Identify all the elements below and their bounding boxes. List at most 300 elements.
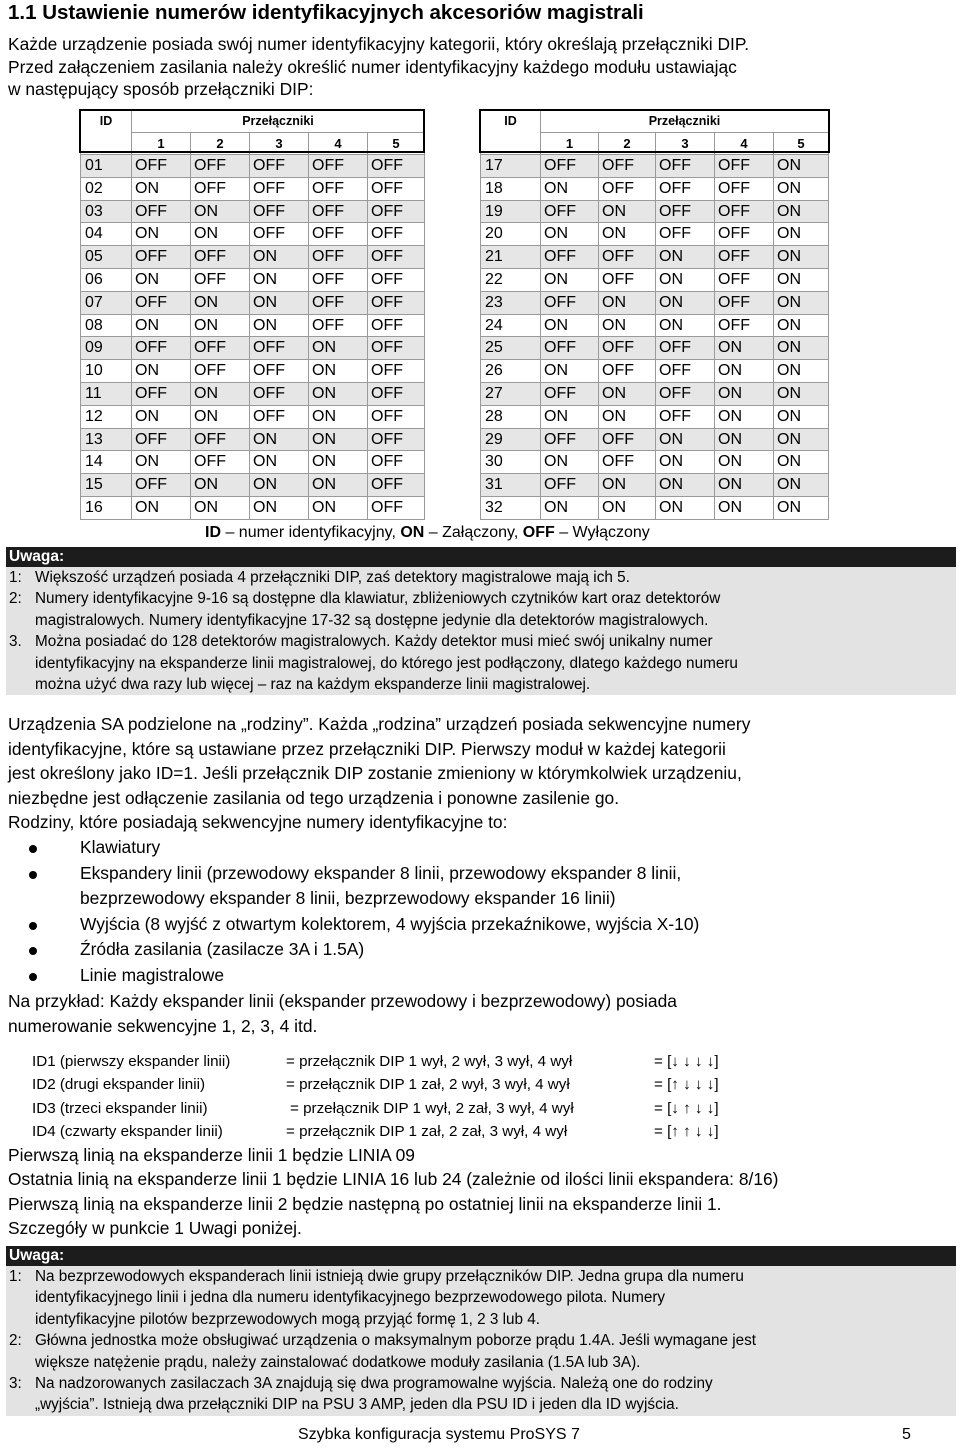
table-row	[481, 405, 829, 428]
switch-state-cell: ON	[656, 474, 715, 497]
table-row	[481, 155, 829, 178]
table-row	[481, 268, 829, 291]
table-row	[81, 360, 425, 383]
switch-state-cell: OFF	[132, 474, 191, 497]
switch-state-cell: ON	[774, 405, 829, 428]
switch-state-cell: OFF	[715, 155, 774, 178]
switch-state-cell: OFF	[599, 177, 656, 200]
switch-state-cell: OFF	[599, 268, 656, 291]
switch-state-cell: OFF	[132, 382, 191, 405]
id-cell: 07	[81, 291, 132, 314]
switch-state-cell: OFF	[541, 337, 599, 360]
switch-state-cell: OFF	[368, 496, 425, 519]
id-cell: 17	[481, 155, 541, 178]
switch-state-cell: ON	[715, 405, 774, 428]
switch-state-cell: OFF	[191, 177, 250, 200]
switch-state-cell: ON	[541, 496, 599, 519]
id-cell: 22	[481, 268, 541, 291]
switch-state-cell: OFF	[191, 155, 250, 178]
switch-state-cell: OFF	[368, 246, 425, 269]
note-line: identyfikacyjne pilotów bezprzewodowych mogą przyjąć formę 1, 2 3 lub 4.	[35, 1310, 541, 1328]
switch-state-cell: ON	[599, 405, 656, 428]
switch-state-cell: ON	[774, 200, 829, 223]
legend-on-text: – Załączony,	[424, 524, 523, 541]
legend-off-text: – Wyłączony	[554, 524, 650, 541]
note-line: można użyć dwa razy lub więcej – raz na każdym ekspanderze linii magistralowej.	[35, 676, 591, 694]
intro-text	[8, 33, 749, 101]
id-cell: 04	[81, 223, 132, 246]
page-number: 5	[902, 1426, 911, 1443]
switch-state-cell: ON	[191, 474, 250, 497]
switch-state-cell: OFF	[250, 200, 309, 223]
switch-state-cell: ON	[191, 223, 250, 246]
list-item	[8, 835, 699, 861]
switch-state-cell: ON	[309, 474, 368, 497]
families-line: identyfikacyjne, które są ustawiane przez przełączniki DIP. Pierwszy moduł w każdej kategorii	[8, 738, 726, 759]
switch-state-cell: ON	[599, 474, 656, 497]
after-line: Ostatnia linią na ekspanderze linii 1 będzie LINIA 16 lub 24 (zależnie od ilości linii ekspandera: 8/16)	[8, 1169, 779, 1190]
id-cell: 19	[481, 200, 541, 223]
switch-state-cell: OFF	[250, 223, 309, 246]
table-row	[81, 337, 425, 360]
note-number: 2:	[9, 1332, 22, 1350]
table-row	[81, 200, 425, 223]
families-line: niezbędne jest odłączenie zasilania od tego urządzenia i ponowne zasilenie go.	[8, 787, 620, 808]
switch-number: 5	[774, 133, 829, 155]
note-line: identyfikacyjny na ekspanderze linii magistralowej, do którego jest podłączony, dlatego każdego numeru	[35, 654, 738, 672]
switch-state-cell: OFF	[250, 155, 309, 178]
switch-state-cell: OFF	[656, 200, 715, 223]
switch-state-cell: ON	[656, 314, 715, 337]
note-line: Główna jednostka może obsługiwać urządzenia o maksymalnym poborze prądu 1.4A. Jeśli wymagane jest	[35, 1332, 757, 1350]
list-item	[8, 937, 699, 963]
switch-state-cell: OFF	[368, 451, 425, 474]
switch-state-cell: ON	[656, 246, 715, 269]
switch-state-cell: OFF	[132, 246, 191, 269]
switch-state-cell: ON	[309, 405, 368, 428]
switch-state-cell: OFF	[309, 223, 368, 246]
example-line: Na przykład: Każdy ekspander linii (ekspander przewodowy i bezprzewodowy) posiada	[8, 991, 677, 1011]
switch-state-cell: OFF	[656, 177, 715, 200]
id-cell: 01	[81, 155, 132, 178]
note-number: 1:	[9, 1268, 22, 1285]
switch-state-cell: OFF	[715, 246, 774, 269]
switch-state-cell: OFF	[368, 314, 425, 337]
switch-state-cell: ON	[541, 314, 599, 337]
switch-state-cell: ON	[656, 451, 715, 474]
note-line: identyfikacyjnego linii i jedna dla numeru identyfikacyjnego bezprzewodowego pilota. Numery	[35, 1289, 666, 1307]
id-example-arrows: = [↓ ↑ ↓ ↓]	[654, 1099, 719, 1117]
switch-state-cell: ON	[191, 291, 250, 314]
table-legend	[205, 522, 650, 544]
switch-state-cell: OFF	[715, 268, 774, 291]
switch-state-cell: OFF	[250, 382, 309, 405]
list-item-line: Wyjścia (8 wyjść z otwartym kolektorem, 4 wyjścia przekaźnikowe, wyjścia X-10)	[80, 913, 700, 934]
id-cell: 32	[481, 496, 541, 519]
switch-state-cell: OFF	[715, 200, 774, 223]
note-body	[6, 1266, 956, 1416]
switch-state-cell: ON	[309, 496, 368, 519]
id-cell: 31	[481, 474, 541, 497]
id-cell: 06	[81, 268, 132, 291]
switch-state-cell: OFF	[191, 360, 250, 383]
switch-state-cell: ON	[191, 382, 250, 405]
switch-state-cell: ON	[541, 451, 599, 474]
switch-state-cell: ON	[309, 451, 368, 474]
switch-state-cell: OFF	[656, 360, 715, 383]
switch-state-cell: ON	[250, 496, 309, 519]
switch-state-cell: OFF	[309, 268, 368, 291]
switch-state-cell: OFF	[599, 155, 656, 178]
switch-state-cell: ON	[191, 200, 250, 223]
id-example-arrows: = [↑ ↓ ↓ ↓]	[654, 1076, 719, 1094]
id-cell: 12	[81, 405, 132, 428]
families-text	[8, 712, 750, 835]
switch-state-cell: OFF	[368, 200, 425, 223]
switch-state-cell: ON	[250, 268, 309, 291]
table-row	[81, 382, 425, 405]
switch-state-cell: ON	[309, 382, 368, 405]
id-cell: 18	[481, 177, 541, 200]
switch-state-cell: OFF	[715, 223, 774, 246]
note-item	[6, 1373, 956, 1416]
id-cell: 26	[481, 360, 541, 383]
switch-state-cell: ON	[541, 405, 599, 428]
note-body	[6, 567, 956, 695]
switch-state-cell: ON	[715, 337, 774, 360]
switch-state-cell: OFF	[656, 405, 715, 428]
footer-title: Szybka konfiguracja systemu ProSYS 7	[298, 1426, 580, 1443]
switch-state-cell: OFF	[368, 360, 425, 383]
switch-state-cell: ON	[599, 382, 656, 405]
bullet-icon	[29, 922, 37, 930]
dip-table-right	[480, 110, 829, 520]
switch-state-cell: OFF	[368, 155, 425, 178]
list-item	[8, 912, 699, 938]
switch-state-cell: OFF	[132, 200, 191, 223]
note-line: większe natężenie prądu, należy zainstalować dodatkowe moduły zasilania (1.5A lub 3A).	[35, 1353, 641, 1371]
table-row	[81, 177, 425, 200]
switch-state-cell: OFF	[368, 405, 425, 428]
legend-id-text: – numer identyfikacyjny,	[221, 524, 401, 541]
note-number: 2:	[9, 590, 22, 608]
switch-state-cell: OFF	[191, 246, 250, 269]
switch-state-cell: ON	[132, 177, 191, 200]
note-number: 3:	[9, 1375, 22, 1393]
note-line: „wyjścia”. Istnieją dwa przełączniki DIP na PSU 3 AMP, jeden dla PSU ID i jeden dla ID wyjścia.	[35, 1396, 679, 1414]
legend-off-key: OFF	[522, 524, 555, 541]
switches-header: Przełączniki	[132, 111, 425, 133]
switch-state-cell: OFF	[599, 337, 656, 360]
id-example-label: ID4 (czwarty ekspander linii)	[32, 1122, 223, 1140]
switch-state-cell: OFF	[368, 177, 425, 200]
switch-state-cell: OFF	[250, 177, 309, 200]
intro-line: w następujący sposób przełączniki DIP:	[8, 79, 314, 99]
switch-state-cell: ON	[599, 291, 656, 314]
switch-state-cell: ON	[774, 155, 829, 178]
switch-state-cell: OFF	[368, 337, 425, 360]
switch-state-cell: ON	[774, 177, 829, 200]
id-cell: 09	[81, 337, 132, 360]
after-line: Pierwszą linią na ekspanderze linii 2 będzie następną po ostatniej linii na ekspanderze linii 1.	[8, 1193, 722, 1214]
switch-state-cell: OFF	[309, 200, 368, 223]
switch-state-cell: ON	[774, 382, 829, 405]
switch-state-cell: OFF	[715, 177, 774, 200]
switch-state-cell: ON	[250, 451, 309, 474]
switch-state-cell: OFF	[132, 428, 191, 451]
switch-state-cell: ON	[774, 246, 829, 269]
switch-state-cell: OFF	[368, 223, 425, 246]
note-header: Uwaga:	[6, 547, 956, 567]
table-row	[81, 223, 425, 246]
switch-state-cell: ON	[309, 360, 368, 383]
switch-state-cell: ON	[132, 405, 191, 428]
switch-state-cell: OFF	[191, 337, 250, 360]
switch-state-cell: ON	[250, 314, 309, 337]
note-line: magistralowych. Numery identyfikacyjne 17-32 są dostępne jedynie dla detektorów magistralowych.	[35, 611, 709, 629]
switch-state-cell: OFF	[191, 268, 250, 291]
families-list	[8, 835, 699, 988]
table-row	[481, 223, 829, 246]
table-row	[481, 177, 829, 200]
bullet-icon	[29, 845, 37, 853]
switch-state-cell: ON	[774, 496, 829, 519]
switch-state-cell: ON	[309, 428, 368, 451]
switch-state-cell: ON	[774, 474, 829, 497]
table-row	[481, 314, 829, 337]
table-row	[481, 474, 829, 497]
section-title: 1.1 Ustawienie numerów identyfikacyjnych akcesoriów magistrali	[8, 1, 644, 24]
table-row	[81, 314, 425, 337]
table-row	[81, 268, 425, 291]
note-number: 1:	[9, 569, 22, 586]
switch-state-cell: ON	[132, 314, 191, 337]
switch-state-cell: OFF	[191, 451, 250, 474]
id-cell: 24	[481, 314, 541, 337]
intro-line: Przed załączeniem zasilania należy określić numer identyfikacyjny każdego modułu ustawiając	[8, 56, 737, 77]
switch-state-cell: ON	[309, 337, 368, 360]
switch-state-cell: ON	[541, 177, 599, 200]
id-cell: 29	[481, 428, 541, 451]
note-item	[6, 631, 956, 695]
switch-state-cell: ON	[132, 360, 191, 383]
table-row	[81, 246, 425, 269]
switch-state-cell: ON	[132, 223, 191, 246]
dip-table-left	[80, 110, 425, 520]
table-row	[481, 360, 829, 383]
list-item	[8, 963, 699, 989]
switch-state-cell: ON	[191, 314, 250, 337]
after-line: Pierwszą linią na ekspanderze linii 1 będzie LINIA 09	[8, 1145, 415, 1165]
switch-state-cell: OFF	[368, 291, 425, 314]
table-row	[81, 155, 425, 178]
note-item	[6, 588, 956, 631]
switch-number: 3	[250, 133, 309, 155]
switch-state-cell: ON	[774, 337, 829, 360]
switch-state-cell: OFF	[656, 155, 715, 178]
switch-state-cell: OFF	[541, 246, 599, 269]
switch-state-cell: OFF	[599, 451, 656, 474]
table-row	[81, 496, 425, 519]
switch-state-cell: ON	[774, 314, 829, 337]
families-line: Urządzenia SA podzielone na „rodziny”. Każda „rodzina” urządzeń posiada sekwencyjne numery	[8, 714, 751, 734]
switch-state-cell: ON	[656, 496, 715, 519]
switch-state-cell: OFF	[656, 382, 715, 405]
table-row	[481, 451, 829, 474]
switch-state-cell: ON	[541, 268, 599, 291]
id-cell: 10	[81, 360, 132, 383]
switch-state-cell: ON	[541, 223, 599, 246]
switch-state-cell: ON	[250, 428, 309, 451]
bullet-icon	[29, 871, 37, 879]
switch-state-cell: ON	[541, 360, 599, 383]
switch-state-cell: OFF	[656, 223, 715, 246]
id-cell: 05	[81, 246, 132, 269]
id-cell: 23	[481, 291, 541, 314]
list-item-line: Ekspandery linii (przewodowy ekspander 8 linii, przewodowy ekspander 8 linii,	[80, 862, 682, 883]
switches-header: Przełączniki	[541, 111, 829, 133]
id-column-header: ID	[81, 111, 132, 155]
id-example-setting: = przełącznik DIP 1 zał, 2 wył, 3 wył, 4 wył	[286, 1076, 570, 1094]
table-row	[481, 337, 829, 360]
switch-state-cell: ON	[250, 291, 309, 314]
switch-state-cell: OFF	[132, 291, 191, 314]
switch-state-cell: OFF	[368, 474, 425, 497]
switch-state-cell: OFF	[309, 314, 368, 337]
table-row	[81, 474, 425, 497]
switch-number: 2	[191, 133, 250, 155]
switch-state-cell: ON	[715, 428, 774, 451]
id-cell: 15	[81, 474, 132, 497]
id-example-label: ID2 (drugi ekspander linii)	[32, 1076, 206, 1094]
switch-state-cell: ON	[250, 246, 309, 269]
switch-state-cell: ON	[774, 428, 829, 451]
switch-state-cell: OFF	[541, 155, 599, 178]
id-cell: 25	[481, 337, 541, 360]
switch-state-cell: OFF	[599, 360, 656, 383]
switch-state-cell: ON	[599, 496, 656, 519]
switch-state-cell: OFF	[132, 337, 191, 360]
legend-on-key: ON	[400, 524, 425, 541]
switch-number: 2	[599, 133, 656, 155]
switch-number: 1	[132, 133, 191, 155]
after-text	[8, 1143, 778, 1240]
list-item-line: Klawiatury	[80, 837, 161, 857]
switch-state-cell: OFF	[309, 177, 368, 200]
switch-state-cell: ON	[191, 496, 250, 519]
switch-state-cell: ON	[774, 268, 829, 291]
switch-state-cell: ON	[250, 474, 309, 497]
table-row	[81, 405, 425, 428]
note-item	[6, 1330, 956, 1373]
table-row	[481, 200, 829, 223]
switch-state-cell: ON	[599, 223, 656, 246]
switch-state-cell: OFF	[368, 428, 425, 451]
families-line: Rodziny, które posiadają sekwencyjne numery identyfikacyjne to:	[8, 812, 508, 833]
note-header: Uwaga:	[6, 1246, 956, 1266]
switch-number: 3	[656, 133, 715, 155]
list-item-line: Linie magistralowe	[80, 964, 225, 985]
switch-state-cell: ON	[599, 200, 656, 223]
example-text	[8, 989, 677, 1039]
switch-state-cell: ON	[715, 474, 774, 497]
note-item	[6, 567, 956, 588]
id-cell: 30	[481, 451, 541, 474]
switch-state-cell: ON	[715, 360, 774, 383]
switch-state-cell: OFF	[309, 291, 368, 314]
switch-state-cell: ON	[715, 496, 774, 519]
switch-state-cell: OFF	[599, 246, 656, 269]
id-cell: 13	[81, 428, 132, 451]
switch-state-cell: OFF	[368, 382, 425, 405]
table-row	[481, 496, 829, 519]
note-line: Większość urządzeń posiada 4 przełączniki DIP, zaś detektory magistralowe mają ich 5.	[35, 569, 630, 586]
switch-number: 4	[715, 133, 774, 155]
note-line: Na nadzorowanych zasilaczach 3A znajdują się dwa programowalne wyjścia. Należą one do rodziny	[35, 1375, 713, 1393]
switch-state-cell: ON	[132, 451, 191, 474]
id-cell: 14	[81, 451, 132, 474]
table-row	[481, 246, 829, 269]
id-cell: 20	[481, 223, 541, 246]
switch-state-cell: ON	[774, 360, 829, 383]
switch-state-cell: ON	[656, 268, 715, 291]
switch-state-cell: OFF	[250, 405, 309, 428]
id-cell: 03	[81, 200, 132, 223]
switch-state-cell: ON	[656, 428, 715, 451]
id-column-header: ID	[481, 111, 541, 155]
switch-state-cell: OFF	[368, 268, 425, 291]
id-example-setting: = przełącznik DIP 1 wył, 2 zał, 3 wył, 4 wył	[290, 1099, 574, 1117]
switch-state-cell: ON	[774, 451, 829, 474]
note-item	[6, 1266, 956, 1330]
id-cell: 16	[81, 496, 132, 519]
list-item-line: bezprzewodowy ekspander 8 linii, bezprzewodowy ekspander 16 linii)	[80, 888, 616, 908]
id-example-setting: = przełącznik DIP 1 wył, 2 wył, 3 wył, 4 wył	[286, 1053, 573, 1070]
note-line: Numery identyfikacyjne 9-16 są dostępne dla klawiatur, zbliżeniowych czytników kart oraz detektorów	[35, 590, 721, 608]
list-item-line: Źródła zasilania (zasilacze 3A i 1.5A)	[80, 939, 365, 959]
id-cell: 21	[481, 246, 541, 269]
legend-id-key: ID	[205, 524, 221, 541]
table-row	[81, 291, 425, 314]
switch-state-cell: OFF	[250, 360, 309, 383]
switch-state-cell: OFF	[250, 337, 309, 360]
switch-number: 1	[541, 133, 599, 155]
bullet-icon	[29, 973, 37, 981]
after-line: Szczegóły w punkcie 1 Uwagi poniżej.	[8, 1217, 302, 1238]
switch-state-cell: ON	[715, 382, 774, 405]
id-cell: 02	[81, 177, 132, 200]
switch-state-cell: ON	[599, 314, 656, 337]
switch-state-cell: OFF	[715, 291, 774, 314]
switch-state-cell: OFF	[309, 155, 368, 178]
table-row	[81, 451, 425, 474]
note-number: 3.	[9, 633, 22, 651]
note-line: Można posiadać do 128 detektorów magistralowych. Każdy detektor musi mieć swój unikalny numer	[35, 633, 713, 651]
table-row	[481, 382, 829, 405]
switch-state-cell: OFF	[191, 428, 250, 451]
switch-state-cell: ON	[132, 496, 191, 519]
switch-state-cell: OFF	[541, 474, 599, 497]
id-example-label: ID3 (trzeci ekspander linii)	[32, 1099, 208, 1117]
id-example-setting: = przełącznik DIP 1 zał, 2 zał, 3 wył, 4 wył	[286, 1122, 568, 1140]
switch-state-cell: ON	[656, 291, 715, 314]
table-row	[481, 291, 829, 314]
switch-state-cell: OFF	[132, 155, 191, 178]
example-line: numerowanie sekwencyjne 1, 2, 3, 4 itd.	[8, 1016, 318, 1036]
table-row	[81, 428, 425, 451]
id-cell: 08	[81, 314, 132, 337]
note-line: Na bezprzewodowych ekspanderach linii istnieją dwie grupy przełączników DIP. Jedna grupa dla numeru	[35, 1268, 744, 1285]
